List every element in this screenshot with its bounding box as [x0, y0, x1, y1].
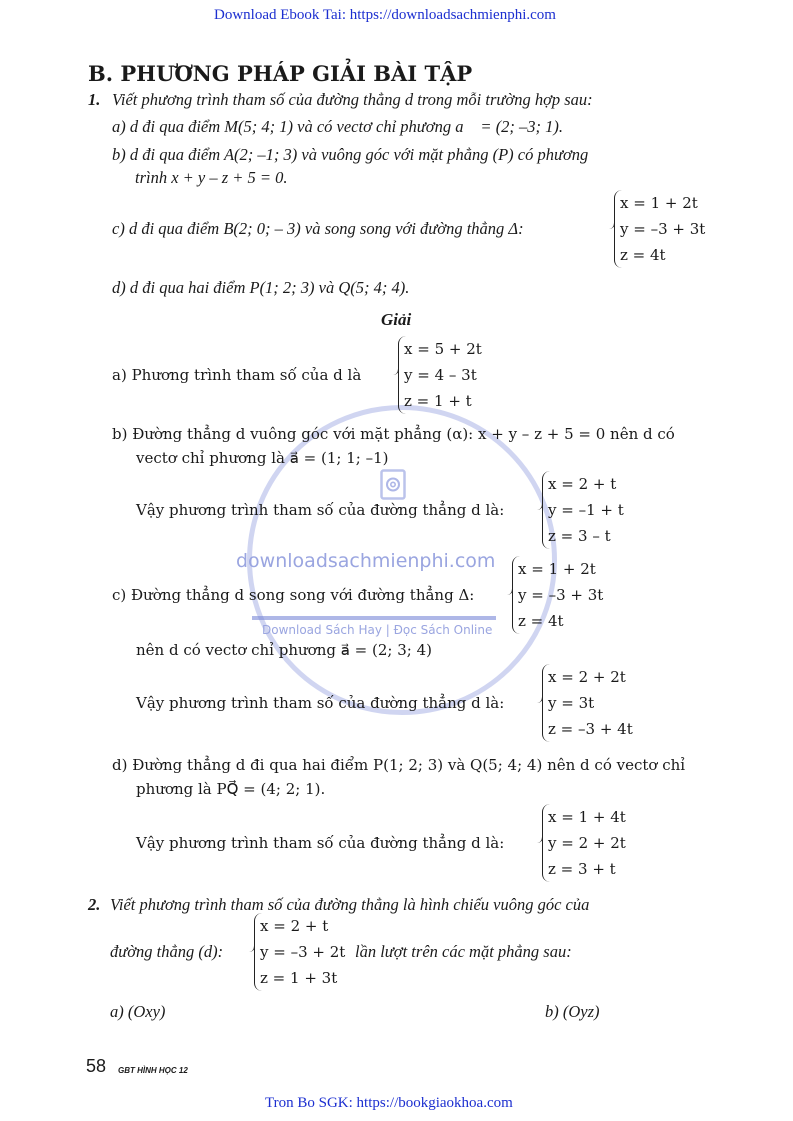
exercise-1a: a) d đi qua điểm M(5; 4; 1) và có vectơ chỉ phương a⃗ = (2; –3; 1). — [112, 117, 564, 136]
exercise-1-prompt: Viết phương trình tham số của đường thẳng d trong mỗi trường hợp sau: — [112, 90, 593, 109]
equation-line: x = 1 + 2t — [518, 560, 596, 578]
watermark-at-icon — [380, 469, 406, 500]
watermark-tagline: Download Sách Hay | Đọc Sách Online — [262, 623, 493, 637]
equation-line: y = –3 + 3t — [620, 220, 706, 238]
solution-d-line1: d) Đường thẳng d đi qua hai điểm P(1; 2; 3) và Q(5; 4; 4) nên d có vectơ chỉ — [112, 756, 686, 774]
section-title: B. PHƯƠNG PHÁP GIẢI BÀI TẬP — [88, 61, 473, 86]
equation-line: x = 1 + 2t — [620, 194, 698, 212]
solution-b-line2: vectơ chỉ phương là a⃗ = (1; 1; –1) — [136, 449, 389, 467]
equation-line: y = 3t — [548, 694, 595, 712]
book-title: GBT HÌNH HỌC 12 — [118, 1066, 188, 1075]
equation-line: z = –3 + 4t — [548, 720, 633, 738]
equation-line: z = 4t — [620, 246, 666, 264]
exercise-1c: c) d đi qua điểm B(2; 0; – 3) và song song với đường thẳng Δ: — [112, 219, 524, 238]
solution-c-line1: c) Đường thẳng d song song với đường thẳng Δ: — [112, 586, 475, 604]
equation-line: z = 3 – t — [548, 527, 611, 545]
equation-line: z = 4t — [518, 612, 564, 630]
equation-line: y = –3 + 2t — [260, 943, 346, 961]
equation-system-delta — [614, 190, 705, 268]
equation-line: z = 3 + t — [548, 860, 616, 878]
equation-line: y = –1 + t — [548, 501, 624, 519]
exercise-2a: a) (Oxy) — [110, 1002, 166, 1021]
exercise-2-line-label: đường thẳng (d): — [110, 942, 224, 961]
solution-c-line3: Vậy phương trình tham số của đường thẳng d là: — [136, 694, 505, 712]
watermark-bar — [252, 616, 496, 620]
equation-line: x = 1 + 4t — [548, 808, 626, 826]
equation-line: y = 4 – 3t — [404, 366, 477, 384]
solution-heading: Giải — [381, 310, 412, 329]
footer-bookgiaokhoa-link[interactable]: Tron Bo SGK: https://bookgiaokhoa.com — [265, 1095, 513, 1111]
exercise-1d: d) d đi qua hai điểm P(1; 2; 3) và Q(5; 4; 4). — [112, 278, 410, 297]
solution-b-line3: Vậy phương trình tham số của đường thẳng d là: — [136, 501, 505, 519]
solution-b-line1: b) Đường thẳng d vuông góc với mặt phẳng (α): x + y – z + 5 = 0 nên d có — [112, 425, 675, 443]
equation-line: z = 1 + 3t — [260, 969, 338, 987]
equation-system-solution-a — [398, 336, 482, 414]
equation-line: x = 5 + 2t — [404, 340, 482, 358]
watermark-site: downloadsachmienphi.com — [236, 550, 496, 572]
exercise-1b-line1: b) d đi qua điểm A(2; –1; 3) và vuông góc với mặt phẳng (P) có phương — [112, 145, 589, 164]
exercise-1-number: 1. — [88, 90, 101, 109]
exercise-1b-line2: trình x + y – z + 5 = 0. — [135, 168, 288, 187]
equation-system-exercise-2 — [254, 913, 345, 991]
equation-line: y = –3 + 3t — [518, 586, 604, 604]
solution-d-line3: Vậy phương trình tham số của đường thẳng d là: — [136, 834, 505, 852]
equation-system-solution-b — [542, 471, 624, 549]
solution-c-line2: nên d có vectơ chỉ phương a⃗ = (2; 3; 4) — [136, 641, 433, 659]
equation-system-solution-c-delta — [512, 556, 603, 634]
exercise-2-prompt: Viết phương trình tham số của đường thẳng là hình chiếu vuông góc của — [110, 895, 590, 914]
equation-line: y = 2 + 2t — [548, 834, 626, 852]
equation-system-solution-d — [542, 804, 626, 882]
equation-line: z = 1 + t — [404, 392, 472, 410]
equation-line: x = 2 + t — [260, 917, 329, 935]
header-download-link[interactable]: Download Ebook Tai: https://downloadsachmienphi.com — [214, 7, 556, 23]
page-number: 58 — [86, 1056, 107, 1076]
equation-system-solution-c — [542, 664, 633, 742]
exercise-2-after: lần lượt trên các mặt phẳng sau: — [355, 942, 572, 961]
solution-a: a) Phương trình tham số của d là — [112, 366, 362, 384]
equation-line: x = 2 + 2t — [548, 668, 626, 686]
exercise-2b: b) (Oyz) — [545, 1002, 600, 1021]
solution-d-line2: phương là PQ⃗ = (4; 2; 1). — [136, 780, 326, 798]
equation-line: x = 2 + t — [548, 475, 617, 493]
exercise-2-number: 2. — [88, 895, 101, 914]
